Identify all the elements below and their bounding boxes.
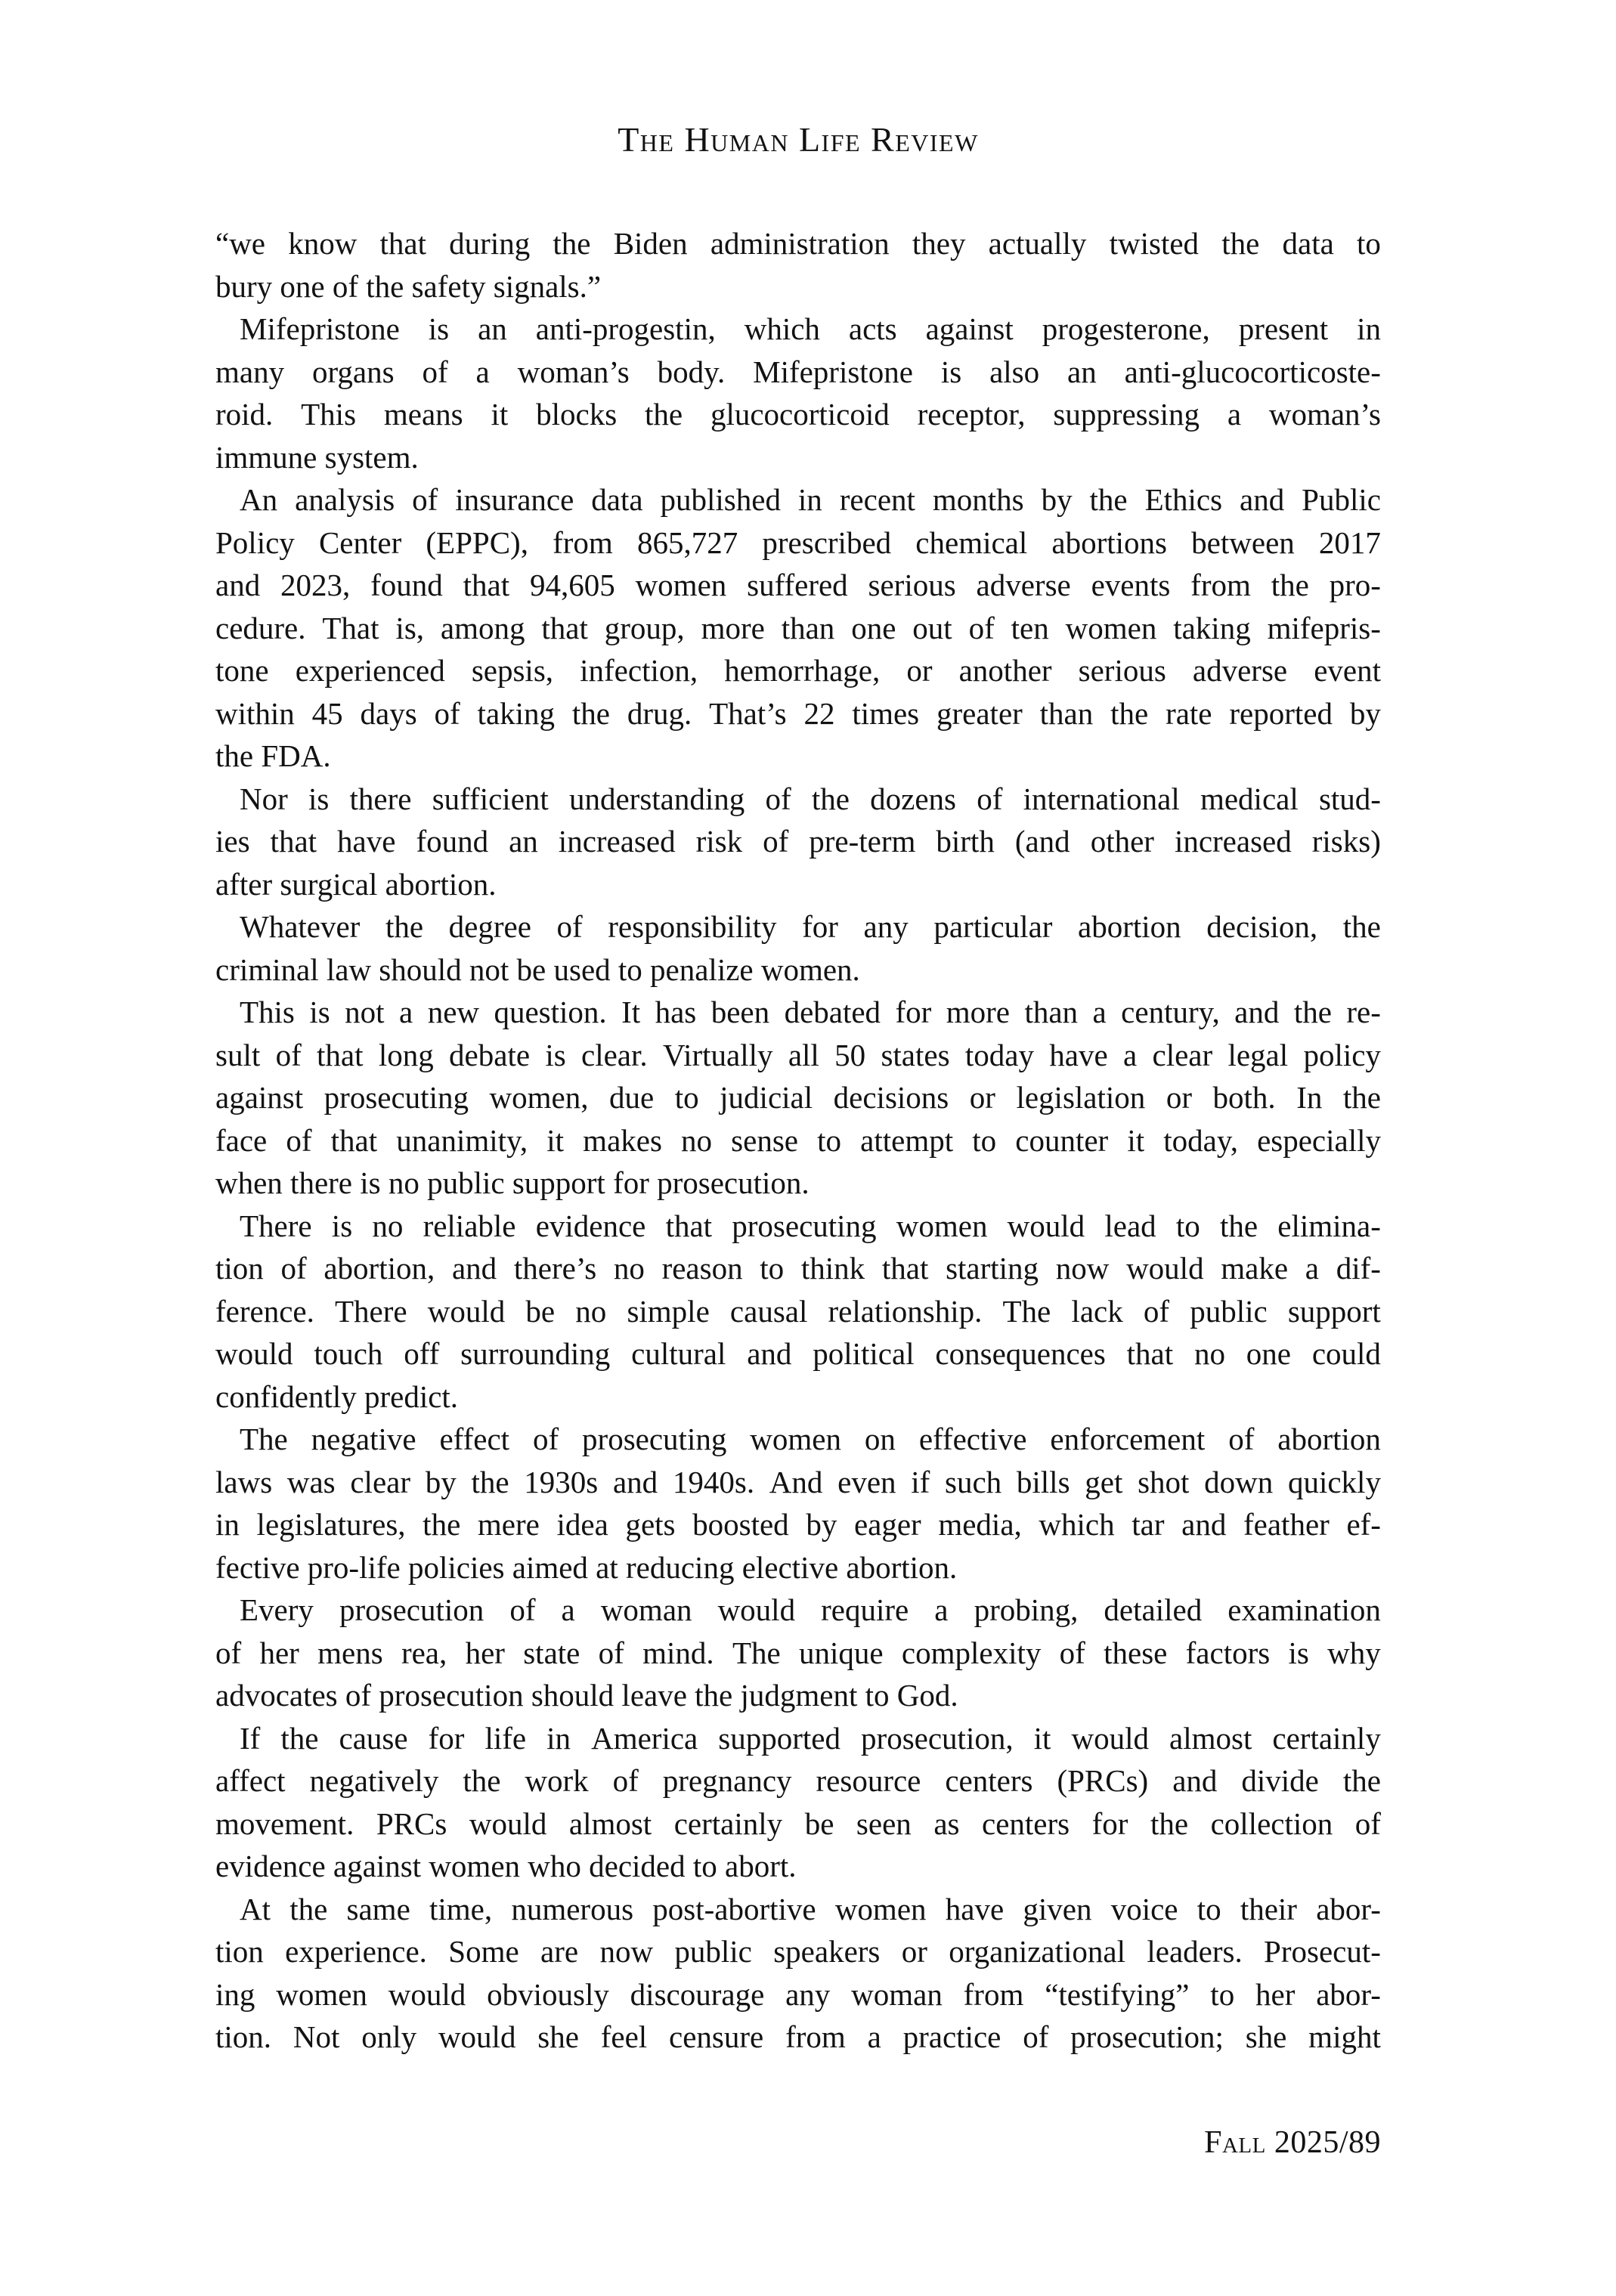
running-header: The Human Life Review [618, 120, 979, 159]
text-line: after surgical abortion. [215, 866, 497, 902]
text-line: affect negatively the work of pregnancy resource centers (PRCs) and divide the [215, 1763, 1381, 1798]
paragraph [215, 1205, 1381, 1419]
text-line: and 2023, found that 94,605 women suffered serious adverse events from the pro- [215, 568, 1381, 602]
text-line: within 45 days of taking the drug. That’s 22 times greater than the rate reported by [215, 695, 1381, 731]
paragraph [215, 1589, 1381, 1717]
text-line: ference. There would be no simple causal relationship. The lack of public support [215, 1293, 1381, 1329]
text-line: This is not a new question. It has been debated for more than a century, and the re- [240, 995, 1381, 1029]
paragraph [215, 905, 1381, 991]
text-line: evidence against women who decided to abort. [215, 1849, 797, 1883]
paragraph [215, 308, 1381, 478]
text-line: confidently predict. [215, 1379, 459, 1414]
paragraph [215, 478, 1381, 778]
text-line: face of that unanimity, it makes no sense to attempt to counter it today, especially [215, 1122, 1381, 1158]
body-text [215, 222, 1381, 2059]
paragraph [215, 991, 1381, 1205]
text-line: many organs of a woman’s body. Mifepristone is also an anti-glucocorticoste- [215, 354, 1381, 389]
text-line: The negative effect of prosecuting women on effective enforcement of abortion [240, 1422, 1381, 1456]
paragraph [215, 1717, 1381, 1888]
text-line: If the cause for life in America supported prosecution, it would almost certainly [240, 1720, 1381, 1756]
paragraph [215, 1418, 1381, 1589]
text-line: roid. This means it blocks the glucocorticoid receptor, suppressing a woman’s [215, 397, 1381, 432]
text-line: movement. PRCs would almost certainly be seen as centers for the collection of [215, 1806, 1381, 1841]
text-line: against prosecuting women, due to judicial decisions or legislation or both. In the [215, 1080, 1381, 1115]
text-line: There is no reliable evidence that prosecuting women would lead to the elimina- [240, 1208, 1381, 1243]
text-line: bury one of the safety signals.” [215, 268, 602, 304]
text-line: advocates of prosecution should leave the judgment to God. [215, 1678, 958, 1713]
text-line: would touch off surrounding cultural and political consequences that no one could [215, 1336, 1381, 1371]
text-line: Nor is there sufficient understanding of the dozens of international medical stud- [240, 781, 1381, 816]
text-line: tion experience. Some are now public speakers or organizational leaders. Prosecut- [215, 1934, 1381, 1969]
text-line: tone experienced sepsis, infection, hemorrhage, or another serious adverse event [215, 653, 1381, 688]
text-line: Every prosecution of a woman would require a probing, detailed examination [240, 1592, 1381, 1627]
text-line: criminal law should not be used to penalize women. [215, 952, 860, 987]
text-line: An analysis of insurance data published in recent months by the Ethics and Public [240, 482, 1381, 517]
text-line: in legislatures, the mere idea gets boosted by eager media, which tar and feather ef- [215, 1507, 1381, 1542]
text-line: of her mens rea, her state of mind. The unique complexity of these factors is why [215, 1635, 1381, 1670]
text-line: when there is no public support for prosecution. [215, 1165, 810, 1200]
text-line: fective pro-life policies aimed at reducing elective abortion. [215, 1549, 958, 1585]
text-line: Whatever the degree of responsibility for any particular abortion decision, the [240, 909, 1381, 944]
text-line: tion. Not only would she feel censure from a practice of prosecution; she might [215, 2019, 1381, 2054]
text-line: Policy Center (EPPC), from 865,727 prescribed chemical abortions between 2017 [215, 524, 1381, 560]
text-line: the FDA. [215, 738, 331, 773]
paragraph [215, 778, 1381, 906]
text-line: laws was clear by the 1930s and 1940s. And even if such bills get shot down quickly [215, 1464, 1381, 1499]
paragraph [215, 222, 1381, 308]
text-line: tion of abortion, and there’s no reason to think that starting now would make a dif- [215, 1251, 1381, 1286]
text-line: ies that have found an increased risk of pre-term birth (and other increased risks) [215, 824, 1381, 859]
paragraph [215, 1888, 1381, 2059]
page-footer: Fall 2025/89 [1204, 2125, 1381, 2160]
text-line: sult of that long debate is clear. Virtually all 50 states today have a clear legal policy [215, 1037, 1381, 1072]
text-line: immune system. [215, 439, 419, 475]
text-line: At the same time, numerous post-abortive women have given voice to their abor- [240, 1891, 1381, 1926]
text-line: cedure. That is, among that group, more than one out of ten women taking mifepris- [215, 610, 1381, 645]
text-line: Mifepristone is an anti-progestin, which acts against progesterone, present in [240, 311, 1381, 346]
text-line: ing women would obviously discourage any woman from “testifying” to her abor- [215, 1976, 1381, 2012]
text-line: “we know that during the Biden administration they actually twisted the data to [215, 226, 1381, 261]
